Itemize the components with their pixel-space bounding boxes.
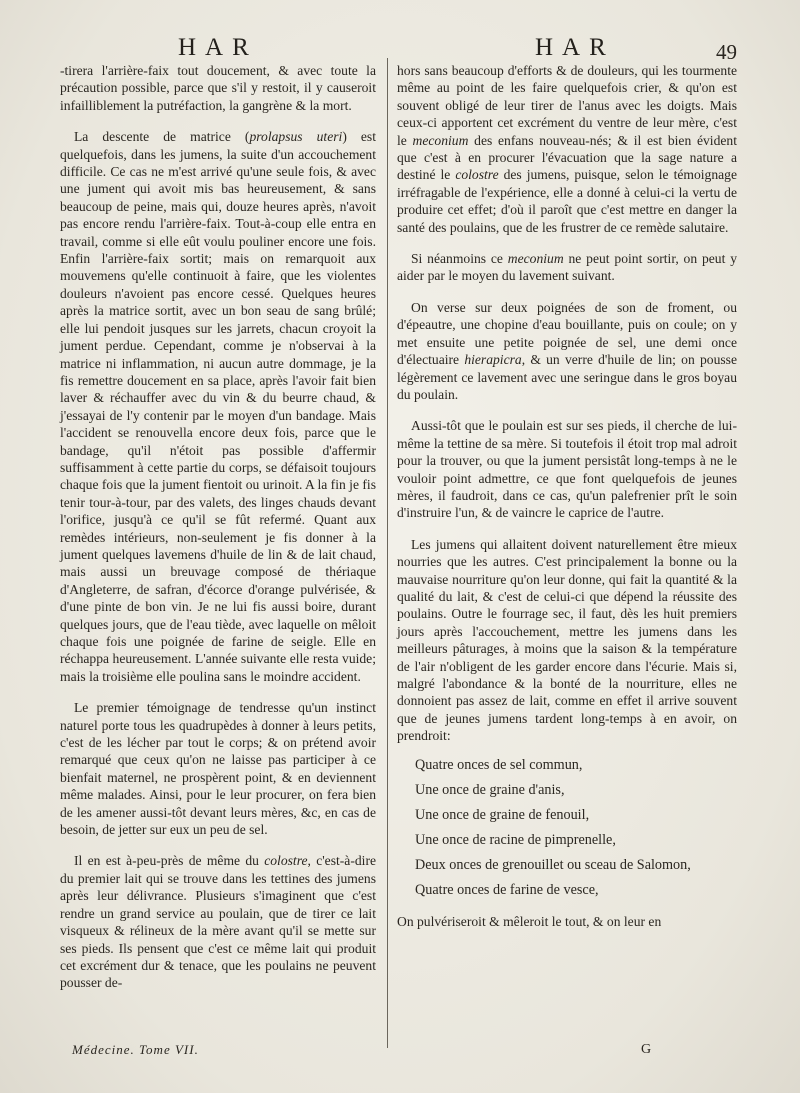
paragraph-text: des enfans nouveau-nés; & il est bien évident que c'est à en procurer l'évacuation que la sage nature a destiné le [397, 132, 737, 183]
paragraph-text: La descente de matrice ( [74, 129, 250, 145]
running-head-right: HAR [535, 34, 615, 61]
left-column [60, 62, 376, 1006]
term-hierapicra: hierapicra [464, 352, 522, 368]
term-colostre: colostre [264, 853, 308, 869]
list-item: Une once de racine de pimprenelle, [415, 831, 616, 848]
signature-mark: G [641, 1042, 652, 1057]
latin-term: prolapsus uteri [249, 129, 343, 145]
paragraph [397, 62, 737, 236]
paragraph [397, 299, 737, 403]
term-meconium: meconium [507, 251, 564, 267]
paragraph-text: Il en est à-peu-près de même du [74, 853, 265, 869]
paragraph-text: , c'est-à-dire du premier lait qui se trouve dans les tettines des jumens après leur délivrance. Plusieurs s'imaginent que c'est rendre un grand service au poulain, que de tirer ce lait visqueux & rélineux de la mère avant qu'il se mette sur ses pieds. Ils pensent que c'est ce même lait qui produit cet excrément dur & tenace, que les poulains ne peuvent pousser de- [60, 853, 376, 991]
paragraph-text: Les jumens qui allaitent doivent naturellement être mieux nourries que les autres. C'est principalement la bonne ou la mauvaise nourriture qu'on leur donne, qui fait la quantité & la qualité du lait, & c'est de celui-ci que dépend la réussite des poulains. Outre le fourrage sec, il faut, dès les huit premiers jours après l'accouchement, mettre les jumens dans les meilleurs pâturages, à moins que la saison & la température de l'air n'obligent de les garder encore dans l'écurie. Mais si, malgré l'abondance & la bonté de la nourriture, elles ne donnoient pas assez de lait, comme en effet il arrive souvent que de jeunes jumens tardent long-temps à en avoir, on prendroit: [397, 536, 737, 744]
term-meconium: meconium [412, 132, 469, 148]
paragraph [397, 536, 737, 745]
list-item: Une once de graine de fenouil, [415, 806, 590, 823]
list-item: Quatre onces de sel commun, [415, 756, 583, 773]
column-divider [387, 58, 388, 1048]
recipe-list [415, 753, 737, 903]
list-item: Deux onces de grenouillet ou sceau de Salomon, [415, 856, 691, 873]
paragraph-text: On pulvériseroit & mêleroit le tout, & on leur en [397, 913, 662, 929]
paragraph [60, 62, 376, 114]
footer-title: Médecine. Tome VII. [72, 1042, 199, 1057]
paragraph-text: ) est quelquefois, dans les jumens, la suite d'un accouchement difficile. Ce cas ne m'est arrivé qu'une seule fois, & avec une jument qui avoit mis bas heureusement, & sans beaucoup de peine, mais qui, douze heures après, n'avoit pas encore rendu l'arrière-faix. Tout-à-coup elle entra en travail, comme si elle eût voulu pouliner encore une fois. Enfin l'arrière-faix sortit; mais on remarquoit aux mouvemens qu'elle continuoit à faire, que les violentes douleurs n'avoient pas encore cessé. Quelques heures après la matrice sortit, avec un bon seau de sang brûlé; elle lui pendoit jusques sur les jarrets, chacun croyoit la jument perdue. Cependant, comme je n'observai à la matrice ni inflammation, ni aucun autre dommage, je la fis remettre doucement en sa place, après l'avoir fait bien laver & réchauffer avec du vin & du beurre chaud, & j'essayai de l'y contenir par le moyen d'un bandage. Mais l'accident se renouvella encore deux fois, parce que le bandage, qu'il n'étoit pas possible d'affermir suffisamment à cette partie du corps, se défaisoit toujours chaque fois que la jument fientoit ou urinoit. A la fin je fis tenir tour-à-tour, par des valets, des linges chauds devant l'orifice, jusqu'à ce qu'il se fût refermé. Quant aux remèdes intérieurs, non-seulement je fis donner à la jument quelques lavemens d'huile de lin & de lait chaud, mais aussi un breuvage composé de thériaque d'Angleterre, de safran, d'écorce d'orange pulvérisée, & d'une pinte de bon vin. Je ne lui fis aussi boire, durant quelques jours, que de l'eau tiède, avec laquelle on mêloit chaque fois une poignée de farine de seigle. Elle en réchappa heureusement. L'année suivante elle resta vuide; mais la troisième elle poulina sans le moindre accident. [60, 129, 376, 684]
paragraph-text: des jumens, puisque, selon le témoignage irréfragable de l'expérience, elle a donné à celui-ci la vertu de produire cet effet; d'où il paroît que c'est mettre en danger la santé des poulains, que de les frustrer de ce remède salutaire. [397, 167, 737, 235]
term-colostre: colostre [455, 167, 499, 183]
paragraph [60, 699, 376, 838]
paragraph [397, 250, 737, 285]
paragraph [397, 913, 737, 930]
paragraph-text: Aussi-tôt que le poulain est sur ses pieds, il cherche de lui-même la tettine de sa mère. Si toutefois il étoit trop mal adroit pour la trouver, ou que la jument persistât long-temps à ne le vouloir point admettre, ce que font quelquefois de jeunes mères, il faudroit, dans ce cas, qu'un palefrenier prît le soin d'instruire l'un, & de vaincre le caprice de l'autre. [397, 418, 737, 521]
paragraph-text: ne peut point sortir, on peut y aider par le moyen du lavement suivant. [397, 251, 738, 284]
paragraph-text: hors sans beaucoup d'efforts & de douleurs, qui les tourmente même au point de les faire quelquefois crier, & qu'on est souvent obligé de leur tirer de l'anus avec les doigts. Mais ceux-ci apportent cet excrément du ventre de leur mère, c'est le [397, 63, 737, 148]
paragraph [60, 128, 376, 685]
paragraph-text: Le premier témoignage de tendresse qu'un instinct naturel porte tous les quadrupèdes à donner à leurs petits, c'est de les lécher par tout le corps; & on prétend avoir remarqué que ceux qu'on ne laisse pas participer à ce bienfait maternel, ne prospèrent point, & en deviennent même malades. Ainsi, pour le leur procurer, on fera bien de les amener aussi-tôt devant leurs mères, &c, en cas de besoin, de jetter sur eux un peu de sel. [60, 700, 376, 838]
paragraph-text: , & un verre d'huile de lin; on pousse légèrement ce lavement avec une seringue dans le gros boyau du poulain. [397, 352, 738, 402]
page-number: 49 [716, 40, 737, 64]
paragraph-text: -tirera l'arrière-faix tout doucement, & avec toute la précaution possible, parce que s'il y restoit, il y causeroit infailliblement la putréfaction, la gangrène & la mort. [60, 63, 376, 113]
running-head-left: HAR [178, 34, 258, 61]
list-item: Une once de graine d'anis, [415, 781, 565, 798]
right-column [397, 62, 737, 944]
paragraph [397, 417, 737, 521]
list-item: Quatre onces de farine de vesce, [415, 881, 599, 898]
paragraph-text: Si néanmoins ce [411, 251, 508, 267]
paragraph-text: On verse sur deux poignées de son de froment, ou d'épeautre, une chopine d'eau bouillante, puis on coule; on y met ensuite une petite poignée de sel, une demi once d'électuaire [397, 299, 737, 368]
paragraph [60, 852, 376, 991]
